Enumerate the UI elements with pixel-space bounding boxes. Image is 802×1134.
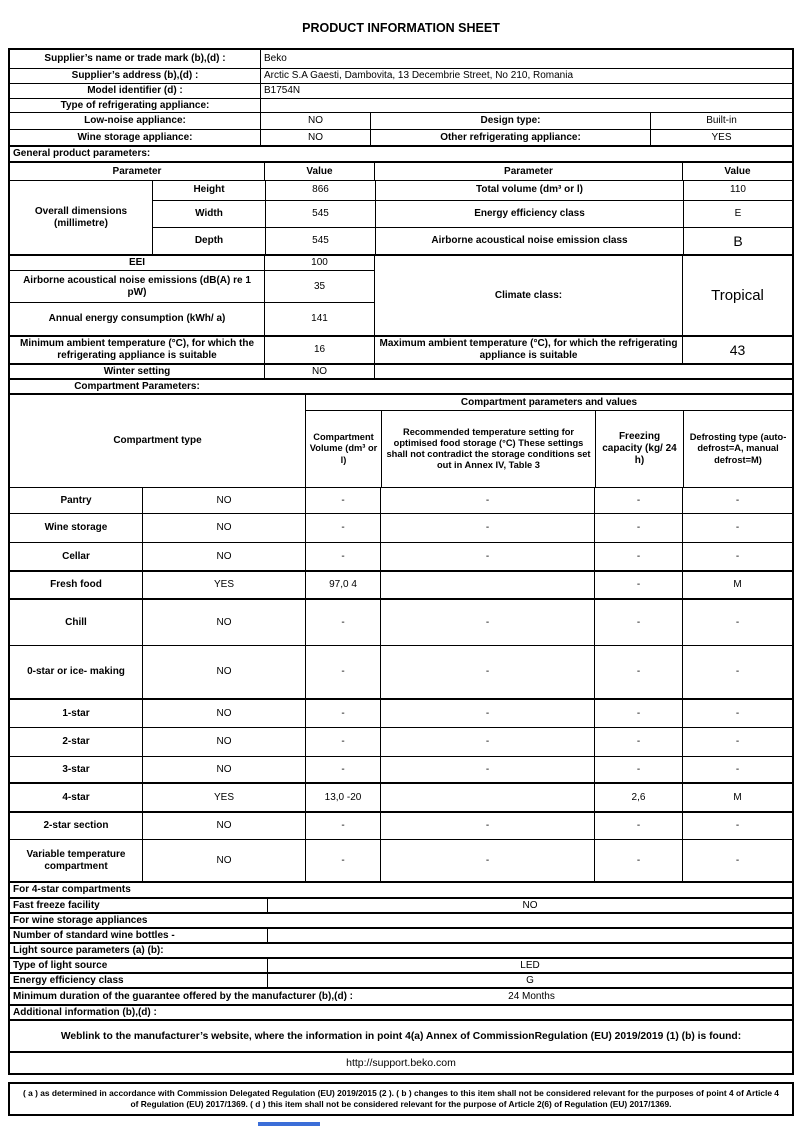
noise-emission-class-value: B (683, 228, 792, 254)
wine-bottles-value (267, 929, 792, 942)
compartment-volume: - (305, 488, 380, 513)
table-row (10, 98, 792, 112)
compartment-row-2-star-section (10, 811, 792, 839)
table-row (10, 302, 374, 335)
weblink-label: Weblink to the manufacturer’s website, where the information in point 4(a) Annex of CommissionRegulation (EU) 2019/2019 (1) (b) is found: (60, 1030, 742, 1042)
compartment-header-row (10, 395, 792, 487)
empty-cell (264, 380, 792, 393)
compartment-freezing: - (594, 840, 682, 881)
general-parameters-section-header (8, 145, 794, 163)
page-title: PRODUCT INFORMATION SHEET (302, 21, 500, 35)
dimensions-group-row (10, 180, 792, 254)
compartment-volume: 13,0 -20 (305, 784, 380, 811)
width-label: Width (195, 208, 223, 220)
compartment-volume: - (305, 757, 380, 782)
compartment-row-0-star (10, 645, 792, 698)
compartment-volume: - (305, 514, 380, 542)
compartment-defrost: - (682, 840, 792, 881)
weblink-url: http://support.beko.com (346, 1057, 456, 1069)
compartment-name: 3-star (62, 763, 90, 775)
overall-dimensions-label: Overall dimensions (millimetre) (34, 205, 128, 229)
eei-value: 100 (264, 256, 374, 270)
compartment-present: NO (142, 700, 305, 727)
compartment-present: NO (142, 600, 305, 645)
depth-label: Depth (194, 235, 224, 247)
compartment-name: Variable temperature compartment (26, 848, 126, 872)
model-identifier-value: B1754N (260, 84, 792, 98)
column-header-volume: Compartment Volume (dm³ or l) (309, 432, 378, 465)
depth-value: 545 (265, 228, 375, 254)
light-energy-class-value: G (267, 974, 792, 987)
appliance-type-label: Type of refrigerating appliance: (60, 99, 210, 111)
table-row (10, 163, 792, 180)
table-row (306, 410, 792, 487)
footer-table (8, 881, 794, 1021)
column-header-temperature: Recommended temperature setting for optimised food storage (°C) These settings shall not contradict the storage conditions set out in Annex IV, Table 3 (381, 411, 595, 487)
supplier-table (8, 48, 794, 147)
max-ambient-label: Maximum ambient temperature (°C), for which the refrigerating appliance is suitable (374, 337, 682, 363)
compartment-group-header: Compartment parameters and values (460, 396, 638, 408)
compartment-name: 2-star (62, 736, 90, 747)
annual-energy-value: 141 (264, 303, 374, 335)
design-type-label: Design type: (370, 113, 650, 129)
compartment-row-2-star (10, 727, 792, 756)
wine-storage-appliance-label: Wine storage appliance: (77, 131, 193, 143)
compartment-name: 2-star section (43, 820, 109, 831)
compartment-present: YES (142, 784, 305, 811)
table-row (10, 129, 792, 145)
supplier-address-value: Arctic S.A Gaesti, Dambovita, 13 Decembrie Street, No 210, Romania (260, 69, 792, 83)
compartment-temperature: - (380, 600, 594, 645)
general-parameters-table (8, 161, 794, 395)
footnote: ( a ) as determined in accordance with Commission Delegated Regulation (EU) 2019/2015 (2 ). ( b ) changes to this item shall not be considered relevant for the purposes of point 4 of Article 4 of Regulation (EU) 2017/1369. ( d ) this item shall not be considered relevant for the purpose of Article 2(6) of Regulation (EU) 2017/1369. (8, 1082, 794, 1116)
compartment-row-1-star (10, 698, 792, 727)
supplier-address-label: Supplier’s address (b),(d) : (71, 70, 199, 81)
column-header-value: Value (264, 163, 374, 180)
table-row (10, 68, 792, 83)
table-row (10, 112, 792, 129)
compartment-temperature: - (380, 646, 594, 698)
compartment-volume: 97,0 4 (305, 572, 380, 598)
compartment-freezing: 2,6 (594, 784, 682, 811)
compartment-present: NO (142, 543, 305, 570)
compartment-freezing: - (594, 700, 682, 727)
compartment-freezing: - (594, 514, 682, 542)
compartment-row-cellar (10, 542, 792, 570)
compartment-present: NO (142, 514, 305, 542)
weblink-url-box (8, 1051, 794, 1075)
table-row (10, 987, 792, 1004)
table-row (10, 942, 792, 957)
table-row (10, 378, 792, 393)
table-row (10, 363, 792, 378)
compartment-defrost: - (682, 813, 792, 839)
column-header-defrost: Defrosting type (auto-defrost=A, manual defrost=M) (683, 411, 792, 487)
table-row (10, 147, 792, 161)
column-header-parameter: Parameter (112, 165, 162, 177)
compartment-name: 1-star (62, 707, 90, 719)
compartment-table (8, 393, 794, 883)
table-row (10, 912, 792, 927)
compartment-parameters-section-label: Compartment Parameters: (74, 380, 200, 392)
compartment-volume: - (305, 700, 380, 727)
table-row (10, 972, 792, 987)
winter-setting-value: NO (264, 365, 374, 378)
weblink-box (8, 1019, 794, 1053)
compartment-freezing: - (594, 757, 682, 782)
table-row (10, 1004, 792, 1019)
compartment-defrost: - (682, 757, 792, 782)
fast-freeze-value: NO (267, 899, 792, 912)
compartment-temperature: - (380, 728, 594, 756)
compartment-params-header-group (305, 395, 792, 487)
total-volume-value: 110 (683, 181, 792, 200)
compartment-present: NO (142, 728, 305, 756)
table-row (10, 335, 792, 363)
compartment-present: NO (142, 840, 305, 881)
compartment-temperature: - (380, 757, 594, 782)
max-ambient-value: 43 (682, 337, 792, 363)
table-row (153, 227, 792, 254)
light-type-label: Type of light source (13, 959, 108, 971)
table-row (306, 395, 792, 410)
noise-emission-class-label: Airborne acoustical noise emission class (375, 228, 683, 254)
compartment-name: Wine storage (44, 522, 108, 533)
other-refrigerating-label: Other refrigerating appliance: (370, 130, 650, 145)
compartment-present: YES (142, 572, 305, 598)
compartment-defrost: - (682, 700, 792, 727)
compartment-row-4-star (10, 782, 792, 811)
compartment-row-3-star (10, 756, 792, 782)
compartment-name: Chill (65, 616, 87, 628)
appliance-type-value (260, 99, 792, 112)
product-information-sheet (8, 0, 794, 1116)
height-label: Height (193, 184, 225, 196)
guarantee-label: Minimum duration of the guarantee offered by the manufacturer (b),(d) : (13, 990, 354, 1002)
light-energy-class-label: Energy efficiency class (13, 974, 124, 986)
column-header-parameter-2: Parameter (374, 163, 682, 180)
compartment-freezing: - (594, 488, 682, 513)
compartment-volume: - (305, 543, 380, 570)
width-value: 545 (265, 201, 375, 228)
compartment-row-variable-temperature (10, 839, 792, 881)
compartment-volume: - (305, 728, 380, 756)
model-identifier-label: Model identifier (d) : (87, 85, 183, 96)
compartment-present: NO (142, 757, 305, 782)
compartment-volume: - (305, 840, 380, 881)
compartment-present: NO (142, 488, 305, 513)
compartment-defrost: M (682, 784, 792, 811)
compartment-defrost: - (682, 646, 792, 698)
min-ambient-value: 16 (264, 337, 374, 363)
table-row (153, 181, 792, 200)
compartment-row-chill (10, 598, 792, 645)
compartment-temperature: - (380, 514, 594, 542)
energy-class-label: Energy efficiency class (375, 201, 683, 228)
table-row (153, 200, 792, 228)
guarantee-value: 24 Months (508, 991, 555, 1002)
noise-emissions-value: 35 (264, 271, 374, 302)
compartment-defrost: - (682, 600, 792, 645)
compartment-name: Pantry (60, 494, 92, 506)
winter-setting-label: Winter setting (103, 365, 171, 377)
compartment-volume: - (305, 813, 380, 839)
compartment-defrost: - (682, 488, 792, 513)
noise-emissions-label: Airborne acoustical noise emissions (dB(A) re 1 pW) (23, 274, 251, 298)
light-source-section-label: Light source parameters (a) (b): (13, 944, 164, 956)
compartment-freezing: - (594, 600, 682, 645)
compartment-temperature: - (380, 488, 594, 513)
low-noise-label: Low-noise appliance: (84, 115, 186, 126)
compartment-temperature: - (380, 543, 594, 570)
compartment-temperature: - (380, 813, 594, 839)
annual-energy-label: Annual energy consumption (kWh/ a) (48, 313, 226, 324)
table-row (10, 927, 792, 942)
compartment-present: NO (142, 813, 305, 839)
energy-class-value: E (683, 201, 792, 228)
climate-class-value: Tropical (682, 256, 792, 335)
compartment-name: 4-star (62, 791, 90, 803)
low-noise-value: NO (260, 113, 370, 129)
compartment-freezing: - (594, 543, 682, 570)
compartment-temperature: - (380, 840, 594, 881)
compartment-freezing: - (594, 728, 682, 756)
compartment-row-pantry (10, 487, 792, 513)
table-row (10, 897, 792, 912)
min-ambient-label: Minimum ambient temperature (°C), for which the refrigerating appliance is suitable (19, 338, 255, 361)
compartment-name: 0-star or ice- making (27, 666, 125, 677)
climate-class-label: Climate class: (374, 256, 682, 335)
compartment-present: NO (142, 646, 305, 698)
table-row (10, 83, 792, 98)
total-volume-label: Total volume (dm³ or l) (375, 181, 683, 200)
compartment-name: Fresh food (50, 579, 102, 590)
column-header-value-2: Value (682, 163, 792, 180)
table-row (10, 50, 792, 68)
compartment-temperature: - (380, 700, 594, 727)
column-header-freezing: Freezing capacity (kg/ 24 h) (595, 411, 683, 487)
empty-cell (374, 365, 792, 378)
additional-information-label: Additional information (b),(d) : (13, 1006, 157, 1018)
four-star-section-label: For 4-star compartments (13, 884, 131, 895)
other-refrigerating-value: YES (650, 130, 792, 145)
height-value: 866 (265, 181, 375, 200)
table-row (10, 270, 374, 302)
compartment-name: Cellar (62, 550, 90, 562)
compartment-defrost: M (682, 572, 792, 598)
table-row (10, 256, 374, 270)
supplier-name-value: Beko (260, 50, 792, 68)
wine-storage-appliance-value: NO (260, 130, 370, 145)
wine-storage-section-label: For wine storage appliances (13, 914, 148, 926)
compartment-freezing: - (594, 572, 682, 598)
wine-bottles-label: Number of standard wine bottles - (13, 929, 175, 941)
page-bottom-link-fragment (258, 1122, 320, 1126)
compartment-defrost: - (682, 543, 792, 570)
climate-group-row (10, 254, 792, 335)
eei-label: EEI (128, 257, 146, 268)
compartment-volume: - (305, 600, 380, 645)
compartment-defrost: - (682, 514, 792, 542)
light-type-value: LED (267, 959, 792, 972)
compartment-row-fresh-food (10, 570, 792, 598)
compartment-type-header: Compartment type (113, 435, 202, 446)
compartment-freezing: - (594, 813, 682, 839)
table-row (10, 883, 792, 897)
design-type-value: Built-in (650, 113, 792, 129)
compartment-temperature (380, 572, 594, 598)
supplier-name-label: Supplier’s name or trade mark (b),(d) : (44, 53, 226, 64)
compartment-volume: - (305, 646, 380, 698)
compartment-freezing: - (594, 646, 682, 698)
fast-freeze-label: Fast freeze facility (13, 899, 100, 911)
compartment-temperature (380, 784, 594, 811)
general-section-label: General product parameters: (13, 148, 151, 159)
table-row (10, 957, 792, 972)
compartment-row-wine-storage (10, 513, 792, 542)
eei-noise-energy-subtable (10, 256, 374, 335)
compartment-defrost: - (682, 728, 792, 756)
dimensions-subtable (152, 181, 792, 254)
